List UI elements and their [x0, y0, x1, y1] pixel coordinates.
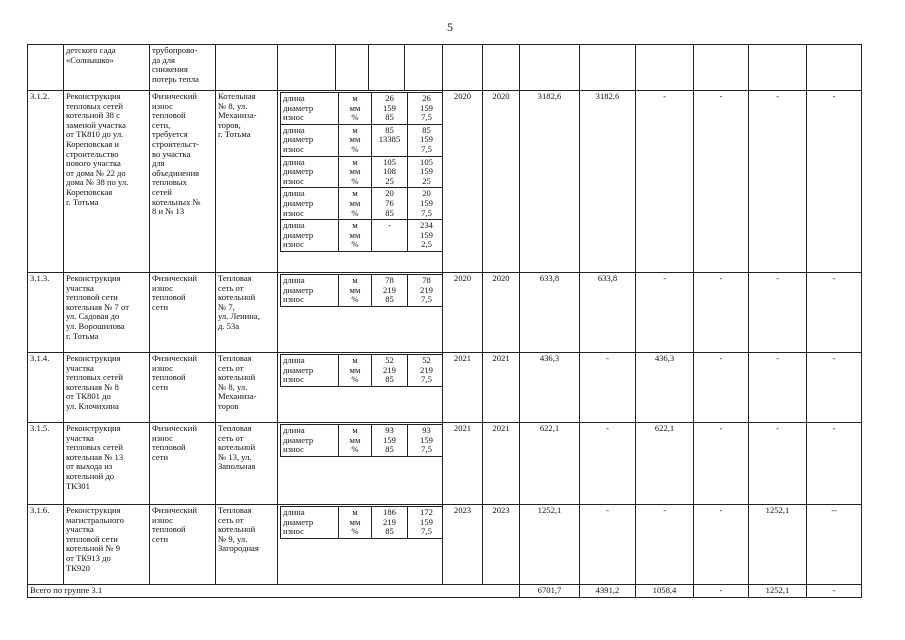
value-after: 105 159 25 [408, 156, 443, 188]
summary-row [28, 585, 862, 598]
param-units: м мм % [339, 425, 372, 457]
object-location: Тепловая сеть от котельной № 13, ул. Запольная [216, 423, 278, 505]
cost-2023: - [749, 423, 807, 505]
cost-2023: 1252,1 [749, 505, 807, 585]
summary-2022: - [694, 585, 749, 598]
value-after: 78 219 7,5 [408, 275, 443, 307]
work-reason: Физический износ тепловой сети [150, 353, 216, 423]
summary-label: Всего по группе 3.1 [28, 585, 520, 598]
param-names: длина диаметр износ [281, 93, 339, 125]
param-units: м мм % [339, 124, 372, 156]
name-cell: детского сада «Солнышко» [64, 45, 150, 91]
segments-table [280, 424, 443, 457]
start-year: 2023 [443, 505, 483, 585]
summary-2024: - [807, 585, 862, 598]
cost-2020: 633,8 [580, 273, 636, 353]
table-row [28, 91, 862, 273]
start-year: 2020 [443, 273, 483, 353]
end-year: 2020 [483, 273, 520, 353]
value-before: 105 108 25 [372, 156, 408, 188]
param-names: длина диаметр износ [281, 275, 339, 307]
cost-2022: - [694, 353, 749, 423]
cost-2022: - [694, 505, 749, 585]
work-reason: Физический износ тепловой сети [150, 273, 216, 353]
segments-table [280, 274, 443, 307]
object-location: Тепловая сеть от котельной № 9, ул. Загородная [216, 505, 278, 585]
param-units: м мм % [339, 507, 372, 539]
value-after: 20 159 7,5 [408, 188, 443, 220]
param-units: м мм % [339, 156, 372, 188]
work-reason: Физический износ тепловой сети [150, 423, 216, 505]
start-year: 2020 [443, 91, 483, 273]
value-after: 234 159 2,5 [408, 220, 443, 252]
row-number: 3.1.2. [28, 91, 64, 273]
table-row [28, 353, 862, 423]
cost-2021: 622,1 [636, 423, 694, 505]
total-cost: 3182,6 [520, 91, 580, 273]
param-names: длина диаметр износ [281, 124, 339, 156]
cost-2024: - [807, 423, 862, 505]
cost-2023: - [749, 91, 807, 273]
value-after: 26 159 7,5 [408, 93, 443, 125]
segments-table [280, 506, 443, 539]
row-number: 3.1.4. [28, 353, 64, 423]
cost-2020: 3182,6 [580, 91, 636, 273]
row-number: 3.1.3. [28, 273, 64, 353]
value-before: 52 219 85 [372, 355, 408, 387]
summary-2023: 1252,1 [749, 585, 807, 598]
total-cost: 436,3 [520, 353, 580, 423]
total-cost: 1252,1 [520, 505, 580, 585]
summary-2021: 1058,4 [636, 585, 694, 598]
param-names: длина диаметр износ [281, 156, 339, 188]
num-cell [28, 45, 64, 91]
object-location: Тепловая сеть от котельной № 8, ул. Механиза- торов [216, 353, 278, 423]
parameters-block [278, 91, 443, 273]
work-reason: Физический износ тепловой сети [150, 505, 216, 585]
total-cost: 633,8 [520, 273, 580, 353]
work-name: Реконструкция участка тепловых сетей котельная № 8 от ТК801 до ул. Клочихина [64, 353, 150, 423]
segment-row [281, 425, 443, 457]
segment-row [281, 93, 443, 125]
cost-2024: -- [807, 505, 862, 585]
parameters-block [278, 273, 443, 353]
segment-row [281, 355, 443, 387]
cost-2021: - [636, 505, 694, 585]
value-after: 52 219 7,5 [408, 355, 443, 387]
value-before: 78 219 85 [372, 275, 408, 307]
param-names: длина диаметр износ [281, 188, 339, 220]
segment-row [281, 507, 443, 539]
value-before: 186 219 85 [372, 507, 408, 539]
cost-2020: - [580, 353, 636, 423]
value-before: 93 159 85 [372, 425, 408, 457]
parameters-block [278, 353, 443, 423]
param-names: длина диаметр износ [281, 507, 339, 539]
param-units: м мм % [339, 188, 372, 220]
param-units: м мм % [339, 220, 372, 252]
row-number: 3.1.5. [28, 423, 64, 505]
work-name: Реконструкция магистрального участка тепловой сети котельной № 9 от ТК913 до ТК920 [64, 505, 150, 585]
object-location: Тепловая сеть от котельной № 7, ул. Ленина, д. 53а [216, 273, 278, 353]
cost-2021: - [636, 273, 694, 353]
total-cost: 622,1 [520, 423, 580, 505]
segment-row [281, 220, 443, 252]
parameters-block [278, 505, 443, 585]
table-row [28, 505, 862, 585]
work-name: Реконструкция тепловых сетей котельной 38 с заменой участка от ТК810 до ул. Кореповская и строительство нового участка от дома № 22 до дома № 38 по ул. Кореповская г. Тотьма [64, 91, 150, 273]
value-before: - [372, 220, 408, 252]
param-units: м мм % [339, 275, 372, 307]
work-reason: Физический износ тепловой сети, требуется строительст- во участка для объединения тепловых сетей котельных № 8 и № 13 [150, 91, 216, 273]
cost-2023: - [749, 273, 807, 353]
end-year: 2021 [483, 423, 520, 505]
segment-row [281, 275, 443, 307]
segments-table [280, 354, 443, 387]
param-names: длина диаметр износ [281, 220, 339, 252]
param-names: длина диаметр износ [281, 355, 339, 387]
cost-2024: - [807, 91, 862, 273]
table-row [28, 273, 862, 353]
page-number: 5 [447, 20, 453, 34]
segment-row [281, 156, 443, 188]
param-units: м мм % [339, 355, 372, 387]
cost-2022: - [694, 423, 749, 505]
summary-2020: 4391,2 [580, 585, 636, 598]
end-year: 2023 [483, 505, 520, 585]
cost-2021: 436,3 [636, 353, 694, 423]
value-after: 93 159 7,5 [408, 425, 443, 457]
value-after: 85 159 7,5 [408, 124, 443, 156]
segment-row [281, 124, 443, 156]
cost-2021: - [636, 91, 694, 273]
object-location: Котельная № 8, ул. Механиза- торов, г. Тотьма [216, 91, 278, 273]
end-year: 2021 [483, 353, 520, 423]
investment-program-table [27, 44, 862, 598]
value-before: 85 13385 [372, 124, 408, 156]
value-before: 26 159 85 [372, 93, 408, 125]
parameters-block [278, 423, 443, 505]
summary-total: 6701,7 [520, 585, 580, 598]
param-units: м мм % [339, 93, 372, 125]
work-name: Реконструкция участка тепловой сети котельная № 7 от ул. Садовая до ул. Ворошилова г. Тотьма [64, 273, 150, 353]
row-number: 3.1.6. [28, 505, 64, 585]
continued-row [28, 45, 862, 91]
param-names: длина диаметр износ [281, 425, 339, 457]
cost-2022: - [694, 91, 749, 273]
cost-2022: - [694, 273, 749, 353]
cost-2020: - [580, 505, 636, 585]
value-after: 172 159 7,5 [408, 507, 443, 539]
start-year: 2021 [443, 423, 483, 505]
start-year: 2021 [443, 353, 483, 423]
value-before: 20 76 85 [372, 188, 408, 220]
segments-table [280, 92, 443, 252]
reason-cell: трубопрово- да для снижения потерь тепла [150, 45, 216, 91]
cost-2020: - [580, 423, 636, 505]
segment-row [281, 188, 443, 220]
table-row [28, 423, 862, 505]
cost-2024: - [807, 353, 862, 423]
work-name: Реконструкция участка тепловых сетей котельная № 13 от выхода из котельной до ТК301 [64, 423, 150, 505]
cost-2024: - [807, 273, 862, 353]
cost-2023: - [749, 353, 807, 423]
end-year: 2020 [483, 91, 520, 273]
